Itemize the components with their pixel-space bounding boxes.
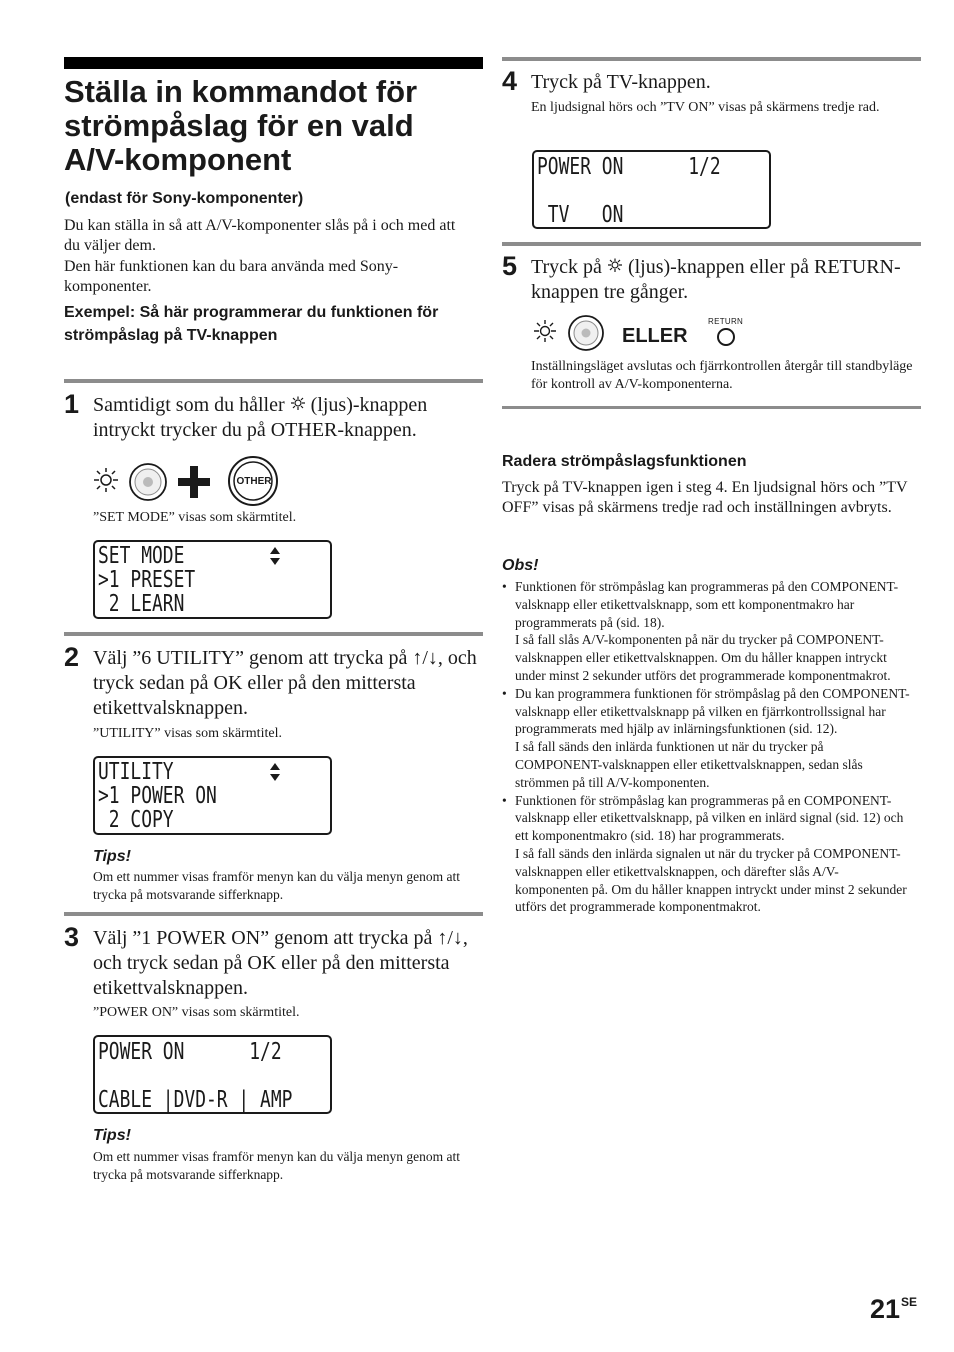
tips-label: Tips!: [93, 848, 131, 865]
step-5-note: Inställningsläget avslutas och fjärrkontrollen återgår till standbyläge för kontroll av A/V-komponenterna.: [531, 359, 913, 392]
list-item: • Du kan programmera funktionen för strömpåslag på den COMPONENT-valsknapp eller etikettvalsknapp på vilken en fjärrkontrollssignal har programmerats med hjälp av inlärningsfunktionen (sid. 12). I så fall sänds den inlärda funktionen ut när du trycker på COMPONENT-valsknappen eller etikettvalsknappen, sedan slås strömmen på till A/V-komponenten.: [502, 685, 912, 792]
other-button-label: OTHER: [236, 476, 272, 487]
step-4-note: En ljudsignal hörs och ”TV ON” visas på skärmens tredje rad.: [531, 100, 880, 115]
lcd-line: CABLE |DVD-R | AMP: [98, 1087, 293, 1113]
page-number-suffix: SE: [901, 1295, 918, 1309]
step-1-note: ”SET MODE” visas som skärmtitel.: [93, 510, 297, 525]
lcd-utility: [93, 756, 332, 835]
lcd-power-on-cable: [93, 1035, 332, 1114]
step-1-number: 1: [64, 389, 80, 419]
lcd-line: TV ON: [537, 202, 624, 228]
lcd-line: 2 LEARN: [98, 591, 185, 617]
or-label: ELLER: [622, 325, 688, 347]
page-title: Ställa in kommandot för strömpåslag för en vald A/V-komponent: [64, 74, 418, 177]
lcd-line: UTILITY: [98, 759, 174, 785]
lcd-line: >1 POWER ON: [98, 783, 217, 809]
step-5-end-rule: [502, 406, 921, 409]
delete-heading: Radera strömpåslagsfunktionen: [502, 453, 747, 470]
page-number-value: 21: [870, 1294, 901, 1324]
lcd-line: 2 COPY: [98, 807, 174, 833]
tips-text: Om ett nummer visas framför menyn kan du välja menyn genom att trycka på motsvarande sifferknapp.: [93, 1149, 461, 1182]
step-2-text: Välj ”6 UTILITY” genom att trycka på ↑/↓, och tryck sedan på OK eller på den mittersta etikettvalsknappen.: [93, 647, 477, 719]
delete-text: Tryck på TV-knappen igen i steg 4. En ljudsignal hörs och ”TV OFF” visas på skärmens tredje rad och inställningen avbryts.: [502, 479, 908, 516]
step-3-text: Välj ”1 POWER ON” genom att trycka på ↑/↓, och tryck sedan på OK eller på den mittersta etikettvalsknappen.: [93, 927, 468, 999]
light-button-icon: [531, 314, 611, 354]
list-item: • Funktionen för strömpåslag kan programmeras på en COMPONENT-valsknapp eller etikettvalsknapp, på vilken en inlärd signal (sid. 12) och ett komponentmakro (sid. 18) har programmerats. I så fall sänds den inlärda signalen ut när du trycker på COMPONENT-valsknappen eller etikettvalsknappen, och därefter slås A/V-komponenten på. Om du håller knappen intryckt under minst 2 sekunder utförs det programmerade komponentmakrot.: [502, 792, 912, 917]
obs-label: Obs!: [502, 557, 539, 574]
step-1-rule: [64, 379, 483, 383]
lcd-line: POWER ON 1/2: [537, 154, 721, 180]
step-4-number: 4: [502, 66, 518, 96]
lcd-line: POWER ON 1/2: [98, 1039, 282, 1065]
lcd-line: SET MODE: [98, 543, 185, 569]
step-4-text: Tryck på TV-knappen.: [531, 71, 711, 93]
lcd-line: >1 PRESET: [98, 567, 196, 593]
step-5-rule: [502, 242, 921, 246]
return-button-icon: [715, 326, 737, 348]
tips-label: Tips!: [93, 1127, 131, 1144]
example-heading: Exempel: Så här programmerar du funktionen för strömpåslag på TV-knappen: [64, 304, 439, 344]
title-bar: [64, 57, 483, 69]
list-item: • Funktionen för strömpåslag kan programmeras på den COMPONENT-valsknapp eller etikettvalsknapp, som ett komponentmakro har programmerats på (sid. 18). I så fall slås A/V-komponenten på när du trycker på COMPONENT-valsknappen eller etikettvalsknappen. Om du håller knappen intryckt under minst 2 sekunder utförs det programmerade komponentmakrot.: [502, 578, 912, 685]
step-2-note: ”UTILITY” visas som skärmtitel.: [93, 726, 282, 741]
step-3-rule: [64, 912, 483, 916]
lcd-set-mode: [93, 540, 332, 619]
lcd-tv-on: [532, 150, 771, 229]
obs-list: [502, 578, 912, 916]
step-1-text-part: Samtidigt som du håller: [93, 394, 290, 416]
return-label: RETURN: [708, 317, 744, 326]
intro-text-2: Den här funktionen kan du bara använda med Sony-komponenter.: [64, 258, 399, 295]
step-2-rule: [64, 632, 483, 636]
step-5-text: Tryck på (ljus)-knappen eller på RETURN-knappen tre gånger.: [531, 256, 901, 303]
step-1-text: Samtidigt som du håller (ljus)-knappen intryckt trycker du på OTHER-knappen.: [93, 394, 428, 441]
step-5-buttons: [531, 314, 611, 354]
intro-text-1: Du kan ställa in så att A/V-komponenter slås på i och med att du väljer dem.: [64, 217, 456, 254]
up-down-arrows-icon: [269, 546, 281, 566]
page-subtitle: (endast för Sony-komponenter): [65, 190, 304, 207]
step-5-number: 5: [502, 251, 518, 281]
light-icon: [607, 258, 623, 274]
tips-text: Om ett nummer visas framför menyn kan du välja menyn genom att trycka på motsvarande sifferknapp.: [93, 869, 461, 902]
step-2-number: 2: [64, 642, 80, 672]
step-3-number: 3: [64, 922, 80, 952]
step-3-note: ”POWER ON” visas som skärmtitel.: [93, 1005, 300, 1020]
step-4-rule: [502, 57, 921, 61]
page-number: [870, 1294, 917, 1325]
up-down-arrows-icon: [269, 762, 281, 782]
light-icon: [290, 396, 306, 412]
